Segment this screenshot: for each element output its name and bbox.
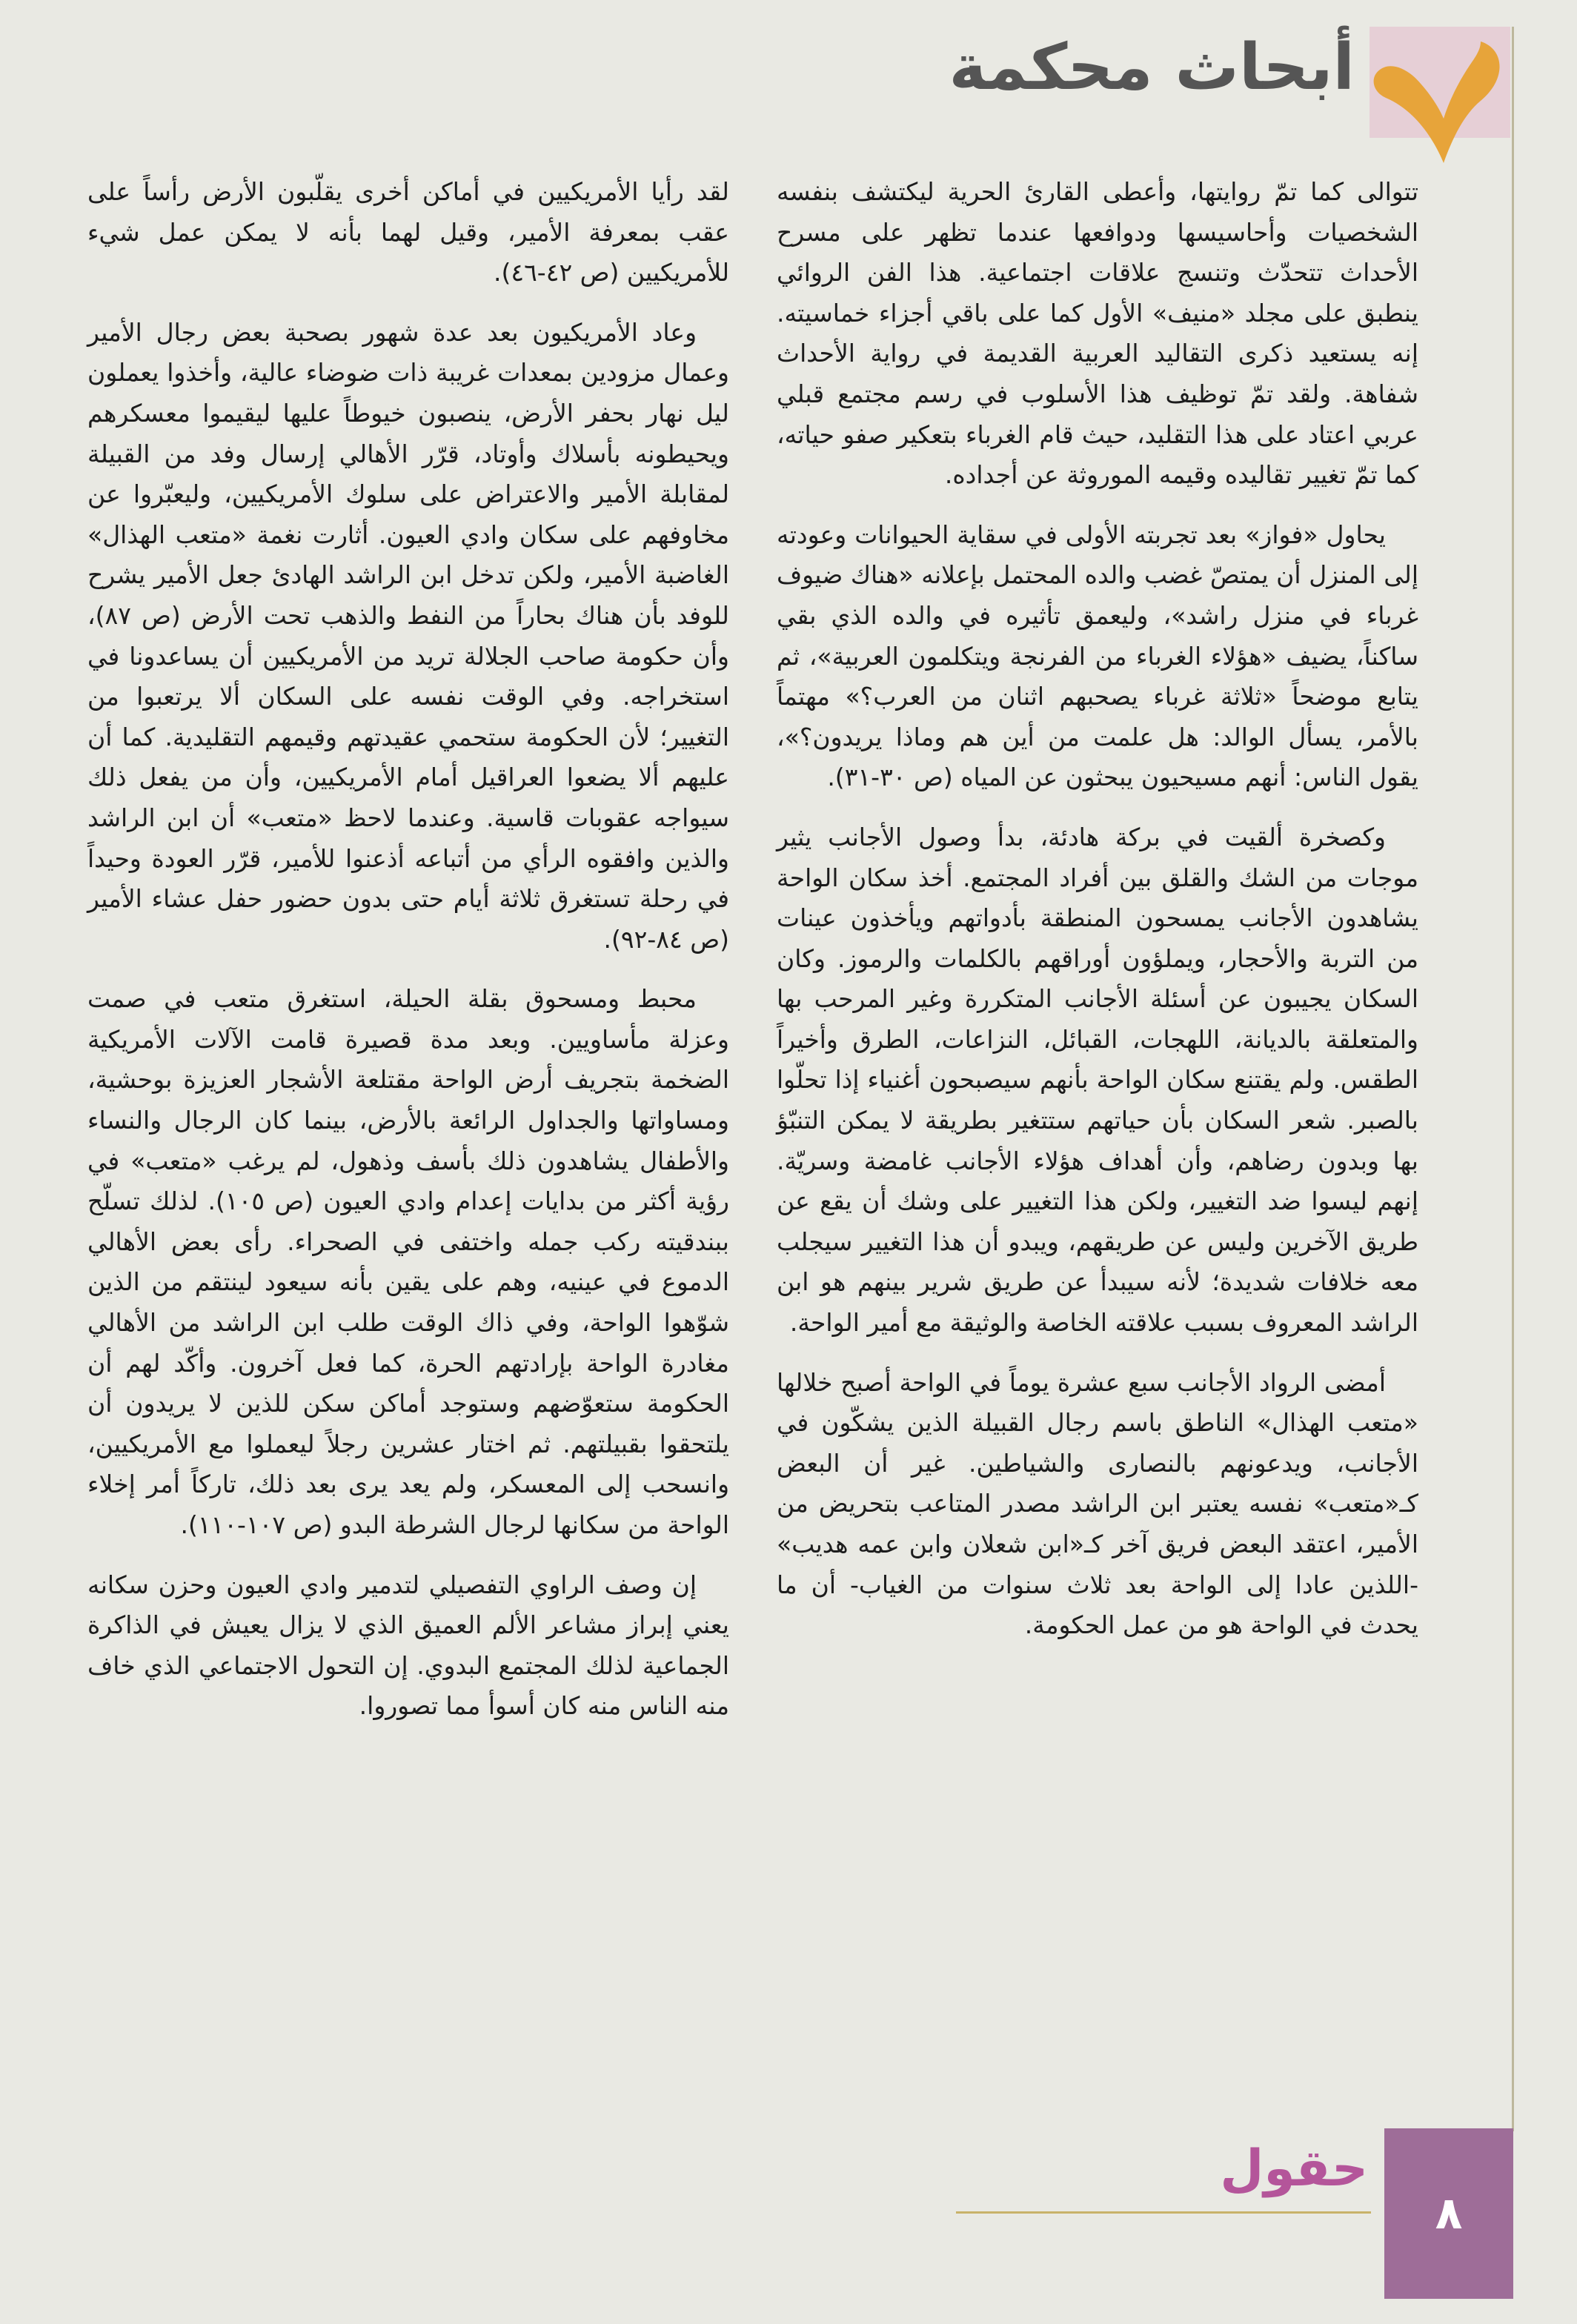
page-number: ٨	[1384, 2128, 1513, 2299]
paragraph: محبط ومسحوق بقلة الحيلة، استغرق متعب في صمت وعزلة مأساويين. وبعد مدة قصيرة قامت الآلات الأمريكية الضخمة بتجريف أرض الواحة مقتلعة الأشجار العزيزة بوحشية، ومساواتها والجداول الرائعة بالأرض، بينما كان الرجال والنساء والأطفال يشاهدون ذلك بأسف وذهول، لم يرغب «متعب» في رؤية أكثر من بدايات إعدام وادي العيون (ص ١٠٥). لذلك تسلّح ببندقيته ركب جمله واختفى في الصحراء. رأى بعض الأهالي الدموع في عينيه، وهم على يقين بأنه سيعود لينتقم من الذين شوّهوا الواحة، وفي ذاك الوقت طلب ابن الراشد من الأهالي مغادرة الواحة بإرادتهم الحرة، كما فعل آخرون. وأكّد لهم أن الحكومة ستعوّضهم وستوجد أماكن سكن للذين لا يريدون أن يلتحقوا بقبيلتهم. ثم اختار عشرين رجلاً ليعملوا مع الأمريكيين، وانسحب إلى المعسكر، ولم يعد يرى بعد ذلك، تاركاً أمر إخلاء الواحة من سكانها لرجال الشرطة البدو (ص ١٠٧-١١٠).	[87, 984, 729, 1539]
paragraph: تتوالى كما تمّ روايتها، وأعطى القارئ الحرية ليكتشف بنفسه الشخصيات وأحاسيسها ودوافعها عندما تظهر على مسرح الأحداث تتحدّث وتنسج علاقات اجتماعية. هذا الفن الروائي ينطبق على مجلد «منيف» الأول كما على باقي أجزاء خماسيته. إنه يستعيد ذكرى التقاليد العربية القديمة في رواية الأحداث شفاهة. ولقد تمّ توظيف هذا الأسلوب في رسم مجتمع قبلي عربي اعتاد على هذا التقليد، حيث قام الغرباء بتعكير صفو حياته، كما تمّ تغيير تقاليده وقيمه الموروثة عن أجداده.	[777, 177, 1418, 490]
magazine-logo: حقول	[1220, 2139, 1368, 2198]
section-header-graphic	[1370, 27, 1510, 166]
text-column-left	[87, 172, 729, 1746]
orange-swoosh-icon	[1370, 27, 1510, 166]
right-edge-rule	[1512, 27, 1514, 2131]
paragraph: يحاول «فواز» بعد تجربته الأولى في سقاية الحيوانات وعودته إلى المنزل أن يمتصّ غضب والده المحتمل بإعلانه «هناك ضيوف غرباء في منزل راشد»، وليعمق تأثيره في والده الذي بقي ساكناً، يضيف «هؤلاء الغرباء من الفرنجة ويتكلمون العربية»، ثم يتابع موضحاً «ثلاثة غرباء يصحبهم اثنان من العرب؟» مهتماً بالأمر، يسأل الوالد: هل علمت من أين هم وماذا يريدون؟»، يقول الناس: أنهم مسيحيون يبحثون عن المياه (ص ٣٠-٣١).	[777, 519, 1418, 792]
paragraph: إن وصف الراوي التفصيلي لتدمير وادي العيون وحزن سكانه يعني إبراز مشاعر الألم العميق الذي لا يزال يعيش في الذاكرة الجماعية لذلك المجتمع البدوي. إن التحول الاجتماعي الذي خاف منه الناس منه كان أسوأ مما تصوروا.	[87, 1570, 729, 1721]
paragraph: أمضى الرواد الأجانب سبع عشرة يوماً في الواحة أصبح خلالها «متعب الهذال» الناطق باسم رجال القبيلة الذين يشكّون في الأجانب، ويدعونهم بالنصارى والشياطين. غير أن البعض كـ«متعب» نفسه يعتبر ابن الراشد مصدر المتاعب بتحريض من الأمير، اعتقد البعض فريق آخر كـ«ابن شعلان وابن عمه هديب» -اللذين عادا إلى الواحة بعد ثلاث سنوات من الغياب- أن ما يحدث في الواحة هو من عمل الحكومة.	[777, 1367, 1418, 1640]
footer-rule	[956, 2211, 1371, 2214]
paragraph: وكصخرة ألقيت في بركة هادئة، بدأ وصول الأجانب يثير موجات من الشك والقلق بين أفراد المجتمع. أخذ سكان الواحة يشاهدون الأجانب يمسحون المنطقة بأدواتهم ويأخذون عينات من التربة والأحجار، ويملؤون أوراقهم بالكلمات والرموز. وكان السكان يجيبون عن أسئلة الأجانب المتكررة وغير المرحب بها والمتعلقة بالديانة، اللهجات، القبائل، النزاعات، الطرق وأخيراً الطقس. ولم يقتنع سكان الواحة بأنهم سيصبحون أغنياء إذا تحلّوا بالصبر. شعر السكان بأن حياتهم ستتغير بطريقة لا يمكن التنبّؤ بها وبدون رضاهم، وأن أهداف هؤلاء الأجانب غامضة وسريّة. إنهم ليسوا ضد التغيير، ولكن هذا التغيير على وشك أن يقع عن طريق الآخرين وليس عن طريقهم، ويبدو أن هذا التغيير سيجلب معه خلافات شديدة؛ لأنه سيبدأ عن طريق شرير بينهم هو ابن الراشد المعروف بسبب علاقته الخاصة والوثيقة مع أمير الواحة.	[777, 822, 1418, 1338]
paragraph: لقد رأيا الأمريكيين في أماكن أخرى يقلّبون الأرض رأساً على عقب بمعرفة الأمير، وقيل لهما بأنه لا يمكن عمل شيء للأمريكيين (ص ٤٢-٤٦).	[87, 177, 729, 288]
section-title: أبحاث محكمة	[949, 30, 1355, 104]
paragraph: وعاد الأمريكيون بعد عدة شهور بصحبة بعض رجال الأمير وعمال مزودين بمعدات غريبة ذات ضوضاء عالية، وأخذوا يعملون ليل نهار بحفر الأرض، ينصبون خيوطاً عليها ليقيموا معسكرهم ويحيطونه بأسلاك وأوتاد، قرّر الأهالي إرسال وفد من القبيلة لمقابلة الأمير والاعتراض على سلوك الأمريكيين، وليعبّروا عن مخاوفهم على سكان وادي العيون. أثارت نغمة «متعب الهذال» الغاضبة الأمير، ولكن تدخل ابن الراشد الهادئ جعل الأمير يشرح للوفد بأن هناك بحاراً من النفط والذهب تحت الأرض (ص ٨٧)، وأن حكومة صاحب الجلالة تريد من الأمريكيين أن يساعدونا في استخراجه. وفي الوقت نفسه على السكان ألا يرتعبوا من التغيير؛ لأن الحكومة ستحمي عقيدتهم وقيمهم التقليدية. كما أن عليهم ألا يضعوا العراقيل أمام الأمريكيين، وأن من يفعل ذلك سيواجه عقوبات قاسية. وعندما لاحظ «متعب» أن ابن الراشد والذين وافقوه الرأي من أتباعه أذعنوا للأمير، قرّر العودة وحيداً في رحلة تستغرق ثلاثة أيام حتى بدون حضور حفل عشاء الأمير (ص ٨٤-٩٢).	[87, 317, 729, 954]
text-column-right	[777, 172, 1418, 1665]
